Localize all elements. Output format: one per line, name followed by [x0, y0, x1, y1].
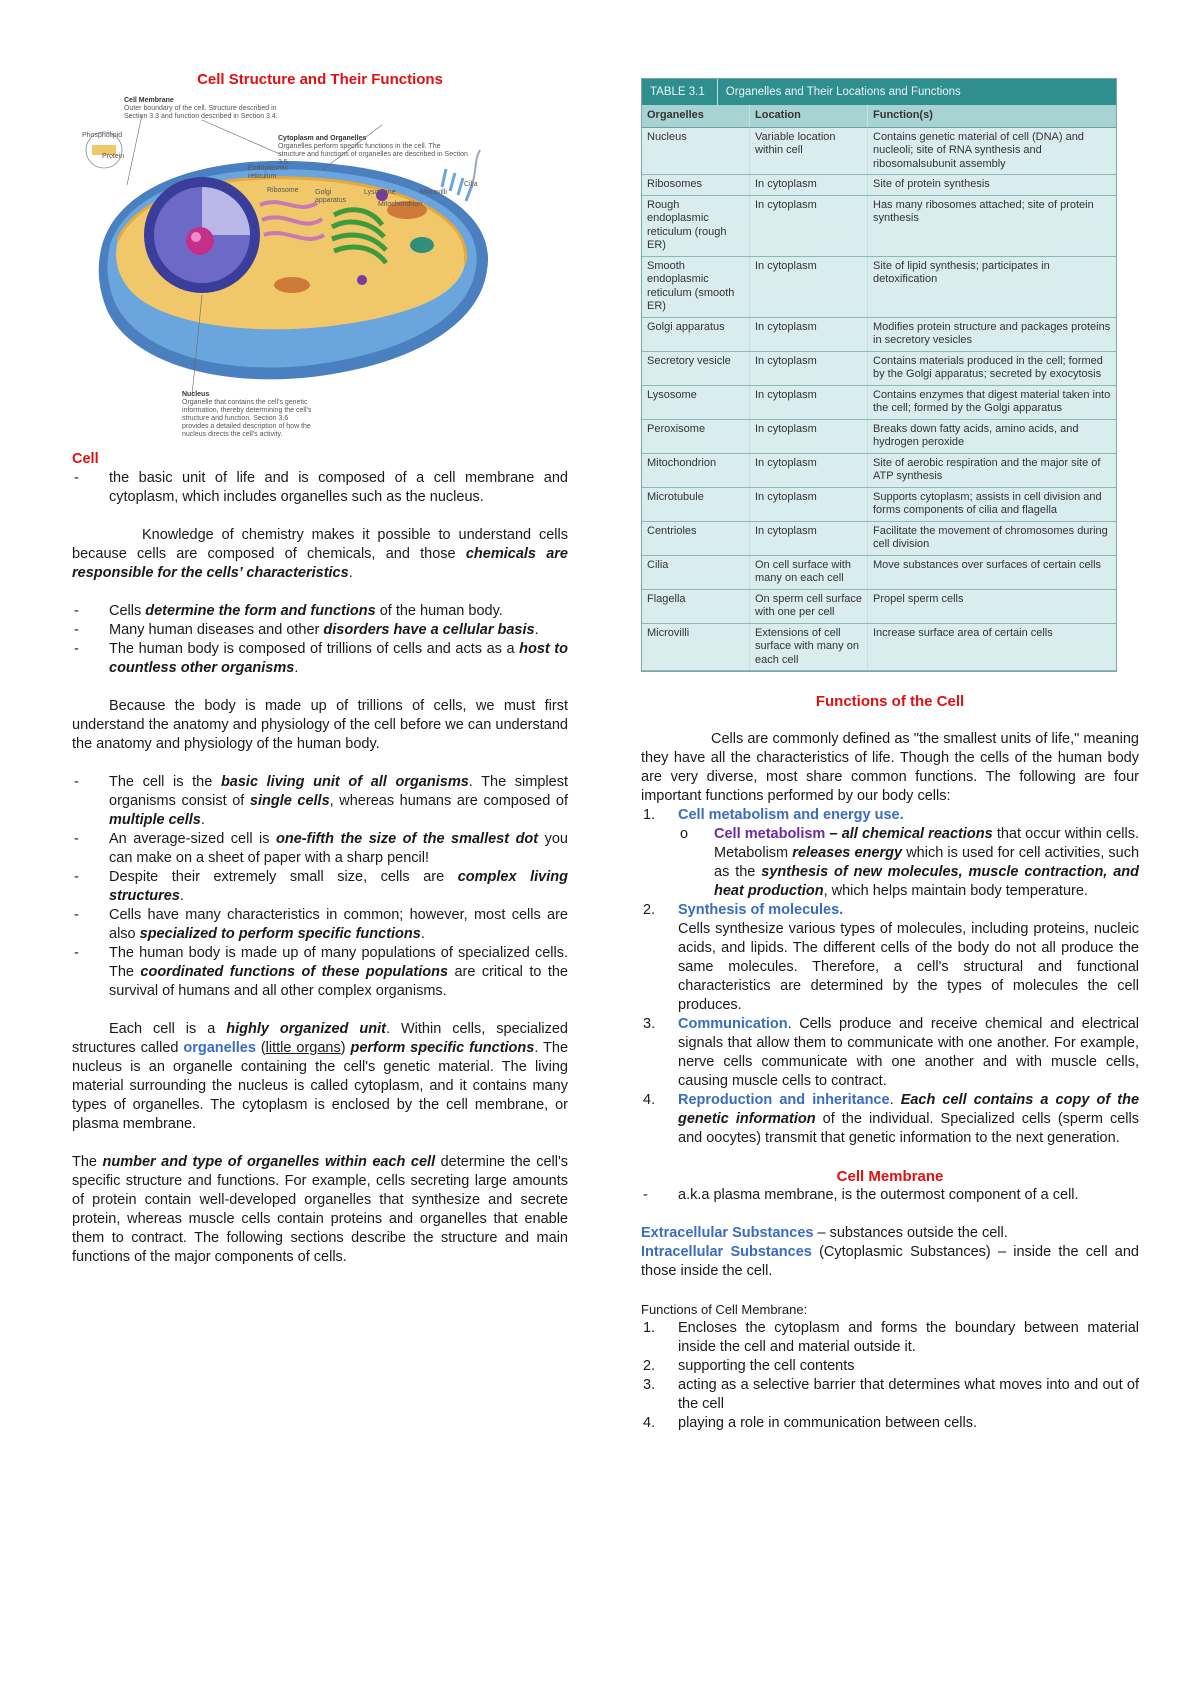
list-item: 3. Communication. Cells produce and receive chemical and electrical signals that allow them to communicate with one another. For example, nerve cells communicate with one another and with muscle cells, causing muscle cells to contract.	[643, 1016, 1139, 1089]
function-cell: Contains materials produced in the cell; formed by the Golgi apparatus; secreted by exocytosis	[868, 351, 1117, 385]
cell-characteristics-list	[72, 773, 568, 1001]
location-cell: Extensions of cell surface with many on each cell	[750, 623, 868, 671]
label-cilia: Cilia	[464, 181, 478, 188]
list-item: 3. acting as a selective barrier that determines what moves into and out of the cell	[643, 1377, 1139, 1412]
function-cell: Site of aerobic respiration and the major site of ATP synthesis	[868, 453, 1117, 487]
list-item: - An average-sized cell is one-fifth the size of the smallest dot you can make on a sheet of paper with a sharp pencil!	[72, 830, 568, 868]
location-cell: In cytoplasm	[750, 195, 868, 256]
function-cell: Supports cytoplasm; assists in cell division and forms components of cilia and flagella	[868, 487, 1117, 521]
membrane-list	[641, 1186, 1139, 1205]
membrane-functions-list	[641, 1319, 1139, 1433]
functions-title: Functions of the Cell	[815, 693, 965, 710]
paragraph-organelles: Each cell is a highly organized unit. Within cells, specialized structures called organelles (little organs) perform specific functions. The nucleus is an organelle containing the cell's genetic material. The living material surrounding the nucleus is called cytoplasm, and it contains many types of organelles. The cytoplasm is enclosed by the cell membrane, or plasma membrane.	[72, 1021, 569, 1132]
label-golgi: Golgi apparatus	[315, 189, 347, 204]
table-caption	[642, 79, 1116, 105]
table-row	[642, 487, 1116, 521]
list-item: 1. Encloses the cytoplasm and forms the boundary between material inside the cell and material outside it.	[643, 1320, 1139, 1355]
column-header: Location	[750, 105, 868, 127]
location-cell: On cell surface with many on each cell	[750, 555, 868, 589]
label-cytoplasm: Cytoplasm and Organelles Organelles perform specific functions in the cell. The structure and functions of organelles are described in Section 3.5.	[278, 135, 468, 166]
organelle-cell: Rough endoplasmic reticulum (rough ER)	[642, 195, 750, 256]
organelle-cell: Flagella	[642, 589, 750, 623]
table-row	[642, 385, 1116, 419]
table-row	[642, 351, 1116, 385]
organelle-cell: Microtubule	[642, 487, 750, 521]
list-item: - The cell is the basic living unit of all organisms. The simplest organisms consist of single cells, whereas humans are composed of multiple cells.	[72, 773, 568, 830]
location-cell: In cytoplasm	[750, 521, 868, 555]
list-item: - The human body is composed of trillions of cells and acts as a host to countless other organisms.	[72, 640, 568, 678]
table-row	[642, 623, 1116, 671]
label-cell-membrane: Cell Membrane Outer boundary of the cell. Structure described in Section 3.3 and function described in Section 3.4.	[124, 97, 278, 120]
organelle-cell: Mitochondrion	[642, 453, 750, 487]
sub-item: o Cell metabolism – all chemical reactions that occur within cells. Metabolism releases energy which is used for cell activities, such as the synthesis of new molecules, muscle contraction, and heat production, which helps maintain body temperature.	[680, 826, 1140, 899]
location-cell: In cytoplasm	[750, 419, 868, 453]
label-mitochondrion: Mitochondrion	[378, 201, 422, 208]
page-title: Cell Structure and Their Functions	[197, 71, 443, 88]
cell-definition: - the basic unit of life and is composed of a cell membrane and cytoplasm, which includes organelles such as the nucleus.	[72, 469, 568, 507]
function-cell: Propel sperm cells	[868, 589, 1117, 623]
right-column	[641, 78, 1139, 1433]
organelle-cell: Ribosomes	[642, 175, 750, 196]
paragraph-chemistry: Knowledge of chemistry makes it possible to understand cells because cells are composed of chemicals, and those chemicals are responsible for the cells’ characteristics.	[72, 527, 568, 581]
list-item: - The human body is made up of many populations of specialized cells. The coordinated functions of these populations are critical to the survival of humans and all other complex organisms.	[72, 944, 568, 1001]
location-cell: In cytoplasm	[750, 385, 868, 419]
table-row	[642, 555, 1116, 589]
location-cell: In cytoplasm	[750, 256, 868, 317]
organelle-cell: Lysosome	[642, 385, 750, 419]
function-cell: Facilitate the movement of chromosomes during cell division	[868, 521, 1117, 555]
function-cell: Move substances over surfaces of certain cells	[868, 555, 1117, 589]
organelle-cell: Peroxisome	[642, 419, 750, 453]
table-row	[642, 453, 1116, 487]
list-item: 2. Synthesis of molecules. Cells synthesize various types of molecules, including proteins, nucleic acids, and lipids. The different cells of the body do not all produce the same molecules. Therefore, a cell's structural and functional characteristics are determined by the types of molecules the cell produces.	[643, 902, 1139, 1013]
organelle-cell: Cilia	[642, 555, 750, 589]
table-row	[642, 256, 1116, 317]
functions-list	[641, 806, 1139, 1148]
label-lysosome: Lysosome	[364, 189, 396, 196]
function-cell: Site of lipid synthesis; participates in detoxification	[868, 256, 1117, 317]
functions-intro: Cells are commonly defined as "the smallest units of life," meaning they have all the characteristics of life. Though the cells of the human body are very diverse, most share common functions. The following are four important functions performed by our body cells:	[641, 731, 1139, 804]
membrane-functions-heading: Functions of Cell Membrane:	[641, 1302, 808, 1317]
location-cell: In cytoplasm	[750, 487, 868, 521]
membrane-title: Cell Membrane	[836, 1168, 944, 1185]
location-cell: Variable location within cell	[750, 127, 868, 175]
cell-heading: Cell	[72, 451, 99, 467]
organelle-cell: Centrioles	[642, 521, 750, 555]
function-cell: Site of protein synthesis	[868, 175, 1117, 196]
list-item: - Cells have many characteristics in common; however, most cells are also specialized to perform specific functions.	[72, 906, 568, 944]
label-er: Endoplasmic reticulum	[248, 165, 289, 180]
list-item: 4. Reproduction and inheritance. Each cell contains a copy of the genetic information of the individual. Specialized cells (sperm cells and oocytes) transmit that genetic information to the next generation.	[643, 1092, 1140, 1146]
table-number: TABLE 3.1	[650, 85, 705, 98]
organelle-cell: Smooth endoplasmic reticulum (smooth ER)	[642, 256, 750, 317]
table-title: Organelles and Their Locations and Functions	[725, 85, 961, 98]
list-item: 2. supporting the cell contents	[643, 1358, 855, 1374]
list-item: - Despite their extremely small size, cells are complex living structures.	[72, 868, 568, 906]
cell-diagram	[82, 95, 502, 450]
paragraph-trillions: Because the body is made up of trillions of cells, we must first understand the anatomy and physiology of the cell before we can understand the anatomy and physiology of the human body.	[72, 698, 568, 752]
list-item: 4. playing a role in communication between cells.	[643, 1415, 978, 1431]
table-row	[642, 589, 1116, 623]
organelles-table	[641, 78, 1117, 672]
location-cell: In cytoplasm	[750, 175, 868, 196]
function-cell: Modifies protein structure and packages proteins in secretory vesicles	[868, 317, 1117, 351]
function-cell: Increase surface area of certain cells	[868, 623, 1117, 671]
table-row	[642, 317, 1116, 351]
function-cell: Has many ribosomes attached; site of protein synthesis	[868, 195, 1117, 256]
table-header-row	[642, 105, 1116, 127]
left-column	[72, 70, 568, 1267]
label-nucleus: Nucleus Organelle that contains the cell's genetic information, thereby determining the cell's structure and function. Section 3.6 provides a detailed description of how the nucleus directs the cell's activity.	[182, 391, 312, 438]
organelle-cell: Secretory vesicle	[642, 351, 750, 385]
list-item: - Cells determine the form and functions of the human body.	[72, 602, 568, 621]
label-protein: Protein	[102, 153, 125, 160]
organelle-cell: Golgi apparatus	[642, 317, 750, 351]
label-ribosome: Ribosome	[267, 187, 299, 194]
function-cell: Breaks down fatty acids, amino acids, and hydrogen peroxide	[868, 419, 1117, 453]
table-row	[642, 175, 1116, 196]
function-cell: Contains enzymes that digest material taken into the cell; formed by the Golgi apparatus	[868, 385, 1117, 419]
location-cell: In cytoplasm	[750, 453, 868, 487]
label-phospholipid: Phospholipid	[82, 132, 123, 139]
label-microvilli: Microvilli	[420, 189, 447, 196]
location-cell: In cytoplasm	[750, 351, 868, 385]
paragraph-number-type: The number and type of organelles within each cell determine the cell's specific structure and functions. For example, cells secreting large amounts of protein contain well-developed organelles that synthesize and secrete protein, whereas muscle cells contain proteins and organelles that enable them to contract. The following sections describe the structure and main functions of the major components of cells.	[72, 1154, 569, 1265]
organelle-cell: Microvilli	[642, 623, 750, 671]
cell-definition-list	[72, 469, 568, 507]
column-header: Function(s)	[868, 105, 1117, 127]
organelle-cell: Nucleus	[642, 127, 750, 175]
location-cell: In cytoplasm	[750, 317, 868, 351]
table-row	[642, 127, 1116, 175]
cell-facts-list	[72, 602, 568, 678]
intracellular-line: Intracellular Substances (Cytoplasmic Substances) – inside the cell and those inside the cell.	[641, 1244, 1139, 1279]
table-row	[642, 521, 1116, 555]
membrane-definition: - a.k.a plasma membrane, is the outermost component of a cell.	[641, 1186, 1139, 1205]
location-cell: On sperm cell surface with one per cell	[750, 589, 868, 623]
list-item: 1. Cell metabolism and energy use. o Cell metabolism – all chemical reactions that occur within cells. Metabolism releases energy which is used for cell activities, such as the synthesis of new molecules, muscle contraction, and heat production, which helps maintain body temperature.	[643, 807, 1140, 899]
table-row	[642, 419, 1116, 453]
function-cell: Contains genetic material of cell (DNA) and nucleoli; site of RNA synthesis and ribosomalsubunit assembly	[868, 127, 1117, 175]
list-item: - Many human diseases and other disorders have a cellular basis.	[72, 621, 568, 640]
column-header: Organelles	[642, 105, 750, 127]
table-row	[642, 195, 1116, 256]
extracellular-line: Extracellular Substances – substances outside the cell.	[641, 1225, 1008, 1241]
